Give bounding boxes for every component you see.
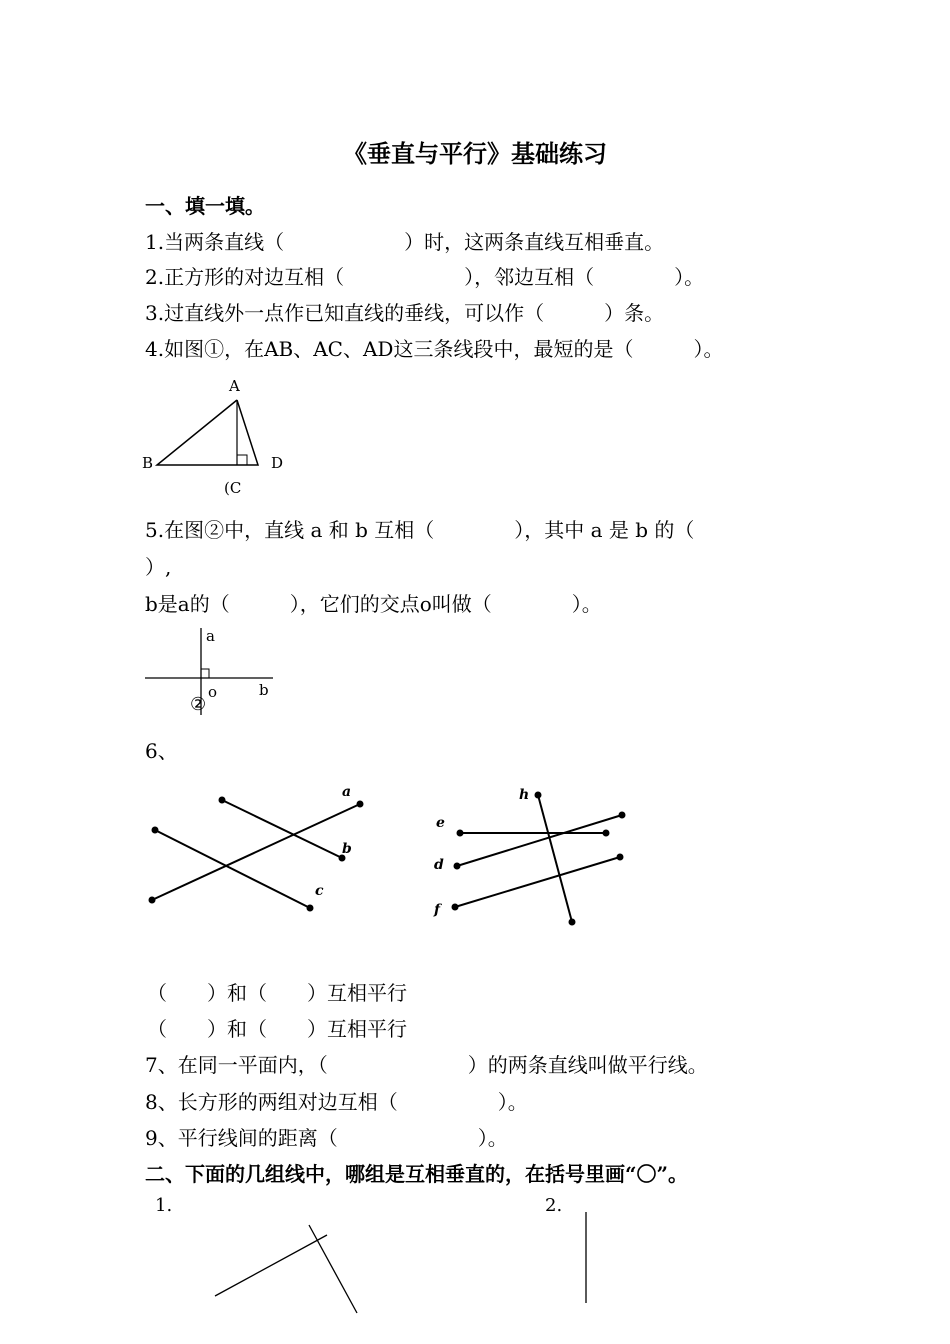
page-title: 《垂直与平行》基础练习 — [343, 139, 607, 168]
fig6-label-d: d — [434, 857, 444, 873]
fig-1-line-1 — [215, 1235, 327, 1296]
question-1: 1.当两条直线（ ）时，这两条直线互相垂直。 — [145, 230, 665, 254]
fig-1-line-2 — [309, 1225, 357, 1313]
fig2-label-a: a — [206, 627, 215, 645]
section-2-heading: 二、下面的几组线中，哪组是互相垂直的，在括号里画“〇”。 — [145, 1162, 689, 1186]
question-3: 3.过直线外一点作已知直线的垂线，可以作（ ）条。 — [145, 301, 665, 325]
question-6-answer-2: （ ）和（ ）互相平行 — [147, 1017, 407, 1041]
fig6-label-f: f — [434, 902, 441, 918]
question-7: 7、在同一平面内，（ ）的两条直线叫做平行线。 — [145, 1053, 708, 1077]
fig6-label-c: c — [315, 883, 324, 899]
question-6: 6、 — [145, 739, 178, 763]
fig6-label-h: h — [519, 787, 530, 803]
fig1-label-a: A — [229, 377, 240, 395]
section-1-heading: 一、填一填。 — [145, 194, 265, 218]
question-9: 9、平行线间的距离（ ）。 — [145, 1126, 508, 1150]
question-2: 2.正方形的对边互相（ ），邻边互相（ ）。 — [145, 265, 705, 289]
question-6-answer-1: （ ）和（ ）互相平行 — [147, 981, 407, 1005]
fig1-label-b: B — [142, 454, 154, 472]
question-5-line-2: ）, — [145, 555, 172, 579]
question-5-line-1: 5.在图②中，直线 a 和 b 互相（ ），其中 a 是 b 的（ — [145, 518, 695, 542]
fig6-label-a: a — [342, 784, 352, 800]
question-4: 4.如图①，在AB、AC、AD这三条线段中，最短的是（ ）。 — [145, 337, 724, 361]
fig6-label-e: e — [436, 815, 445, 831]
fig1-label-c: (C — [224, 479, 242, 497]
fig2-number: ② — [190, 694, 207, 715]
fig2-label-o: o — [208, 683, 218, 701]
fig1-label-d: D — [271, 454, 284, 472]
section-2-item-2: 2. — [545, 1195, 563, 1216]
fig6-label-b: b — [342, 841, 352, 857]
question-8: 8、长方形的两组对边互相（ ）。 — [145, 1090, 528, 1114]
section-2-item-1: 1. — [155, 1195, 173, 1216]
question-5-line-3: b是a的（ ），它们的交点o叫做（ ）。 — [145, 592, 602, 616]
fig2-label-b: b — [259, 681, 269, 699]
